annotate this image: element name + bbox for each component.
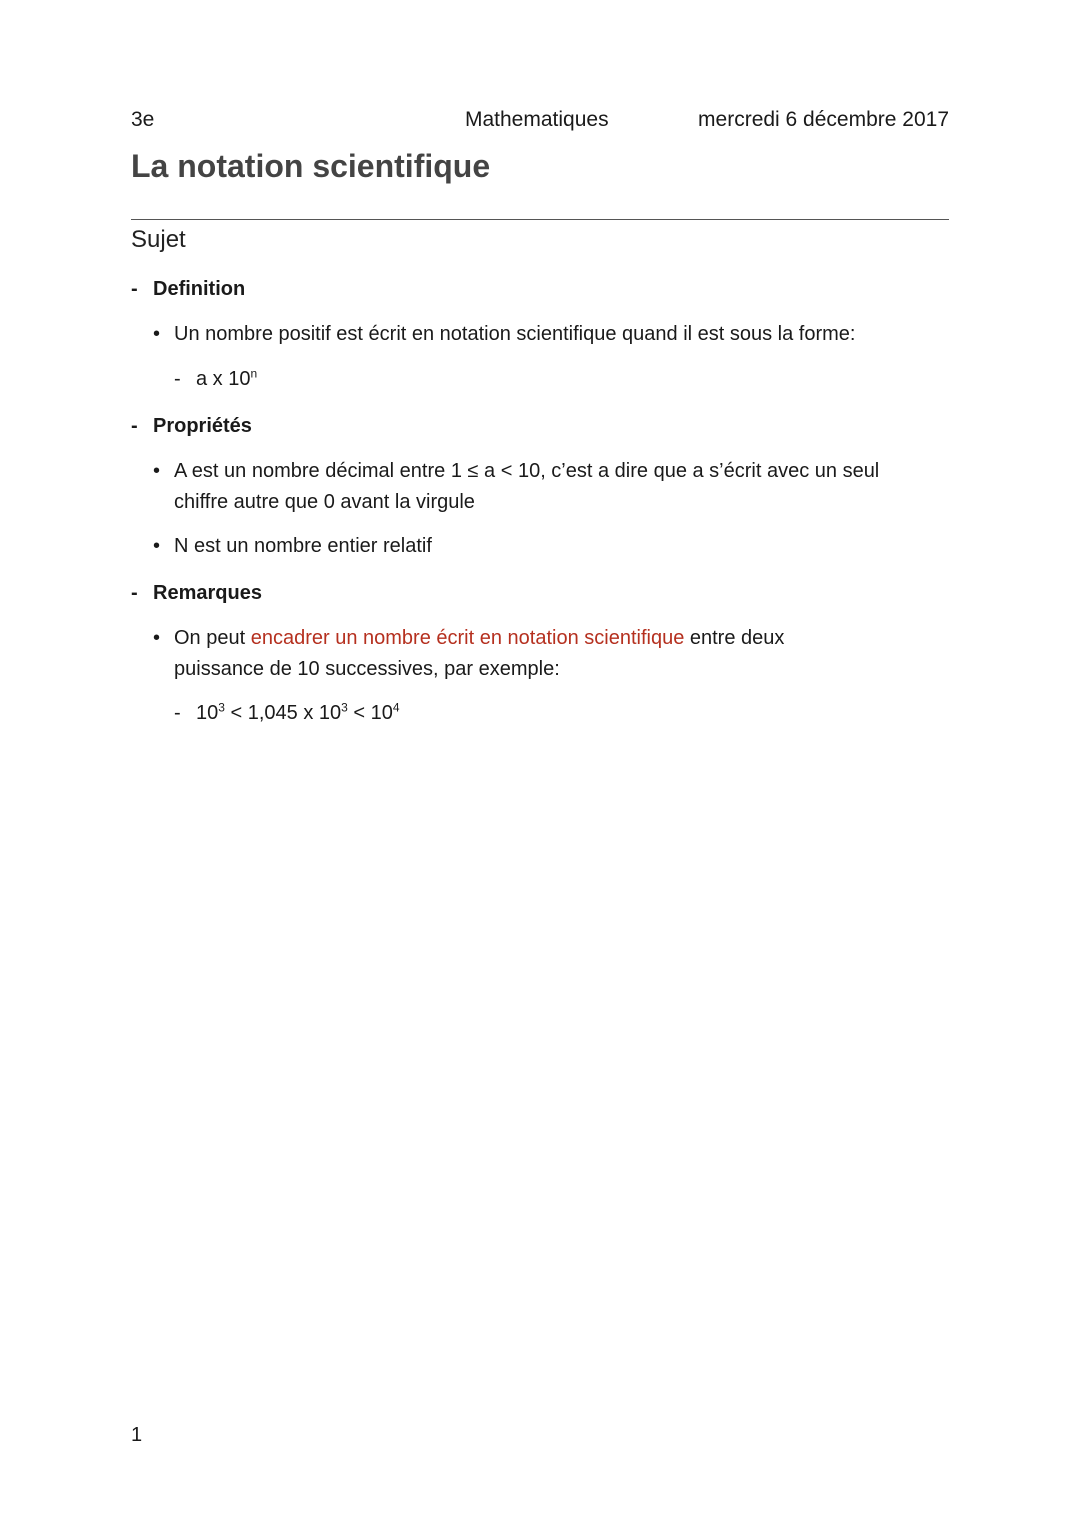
remarques-bullet xyxy=(153,623,853,685)
proprietes-bullet-1 xyxy=(153,456,913,518)
remarques-text-before: On peut xyxy=(174,627,251,649)
section-title: Sujet xyxy=(131,226,186,253)
example-op1: < 1,045 x 10 xyxy=(224,702,342,724)
definition-bullet-text: Un nombre positif est écrit en notation scientifique quand il est sous la forme: xyxy=(174,323,856,345)
dash-marker: - xyxy=(131,415,138,437)
proprietes-bullet-1-text: A est un nombre décimal entre 1 ≤ a < 10, c’est a dire que a s’écrit avec un seul chiffre autre que 0 avant la virgule xyxy=(174,460,880,513)
header-grade: 3e xyxy=(131,108,155,131)
heading-proprietes-label: Propriétés xyxy=(153,415,252,437)
remarques-highlight: encadrer un nombre écrit en notation scientifique xyxy=(250,627,685,649)
page-title: La notation scientifique xyxy=(131,148,491,184)
dash-marker: - xyxy=(131,278,138,300)
example-a-exp: 3 xyxy=(218,700,225,715)
example-a-base: 10 xyxy=(196,702,219,724)
title-divider xyxy=(131,219,949,220)
heading-remarques-label: Remarques xyxy=(153,582,262,604)
formula-base: a x 10 xyxy=(196,368,251,390)
remarques-bullet-text xyxy=(174,623,853,685)
dash-marker: - xyxy=(174,368,181,390)
heading-remarques xyxy=(131,578,262,609)
definition-formula xyxy=(174,364,257,395)
page-number: 1 xyxy=(131,1424,143,1446)
remarques-text-after: entre deux puissance de 10 successives, par exemple: xyxy=(174,627,785,680)
definition-bullet xyxy=(153,319,933,350)
bullet-icon: • xyxy=(153,627,161,649)
proprietes-bullet-2-text: N est un nombre entier relatif xyxy=(174,535,432,557)
dash-marker: - xyxy=(131,582,138,604)
header-subject: Mathematiques xyxy=(465,108,609,131)
remarques-example xyxy=(174,698,400,729)
formula-exponent: n xyxy=(250,366,258,381)
example-op2: < 10 xyxy=(347,702,393,724)
header-date: mercredi 6 décembre 2017 xyxy=(698,108,949,131)
example-b-exp: 3 xyxy=(341,700,348,715)
heading-proprietes xyxy=(131,411,252,442)
bullet-icon: • xyxy=(153,323,161,345)
heading-definition-label: Definition xyxy=(153,278,246,300)
example-c-exp: 4 xyxy=(392,700,400,715)
bullet-icon: • xyxy=(153,535,161,557)
bullet-icon: • xyxy=(153,460,161,482)
proprietes-bullet-2 xyxy=(153,531,933,562)
page-header xyxy=(131,108,949,136)
heading-definition xyxy=(131,274,245,305)
dash-marker: - xyxy=(174,702,181,724)
